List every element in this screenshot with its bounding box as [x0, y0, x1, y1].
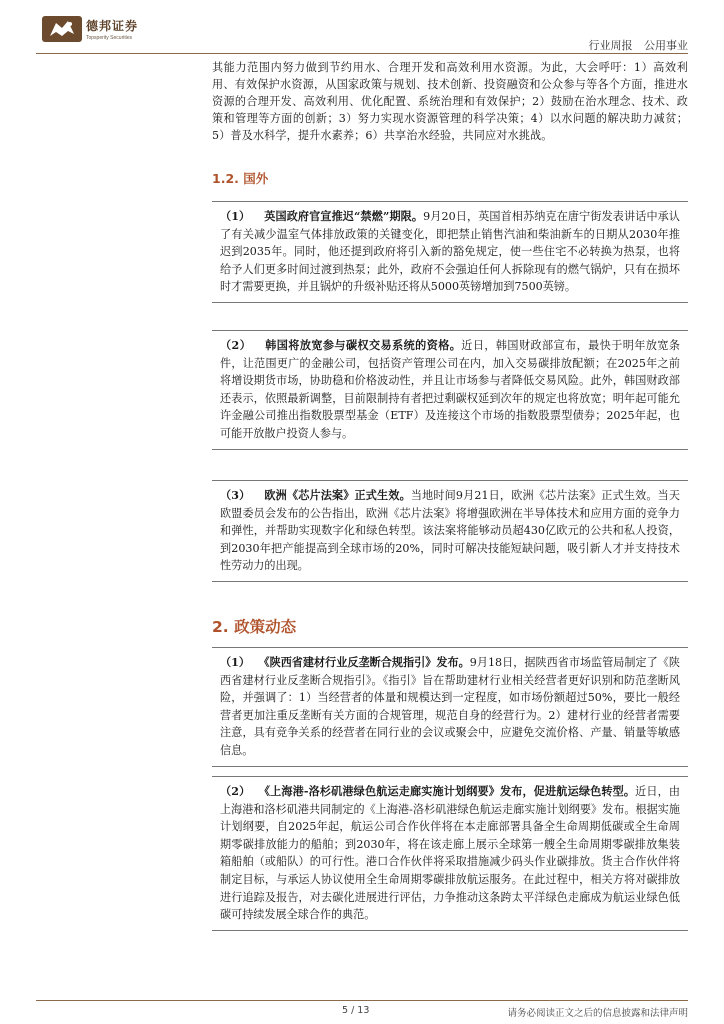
company-logo-icon — [40, 14, 86, 44]
item-body: 9月20日，英国首相苏纳克在唐宁街发表讲话中承认了有关减少温室气体排放政策的关键变化，即把禁止销售汽油和柴油新车的日期从2030年推迟到2035年。同时，他还提到政府将引入新的豁免规定，使一些住宅不必转换为热泵，也将给予人们更多时间过渡到热泵；此外，政府不会强迫任何人拆除现有的燃气锅炉，只有在损坏时才需要更换，并且锅炉的升级补贴还将从5000英镑增加到7500英镑。 — [220, 210, 680, 294]
item-title: 英国政府官宣推迟“禁燃”期限。 — [264, 210, 424, 223]
page-header — [0, 0, 724, 56]
item-body: 当地时间9月21日，欧洲《芯片法案》正式生效。当天欧盟委员会发布的公告指出，欧洲《芯片法案》将增强欧洲在半导体技术和应用方面的竞争力和弹性，并帮助实现数字化和绿色转型。该法案将能够动员超430亿欧元的公共和私人投资，到2030年把产能提高到全球市场的20%，同时可解决技能短缺问题，吸引新人才并支持技术性劳动力的出现。 — [220, 489, 680, 573]
item-number: （3） — [220, 489, 251, 502]
item-body: 近日，韩国财政部宣布，最快于明年放宽条件，让范围更广的金融公司，包括资产管理公司在内，加入交易碳排放配额；在2025年之前将增设期货市场，协助稳和价格波动性，并且让市场参与者降低交易风险。此外，韩国财政部还表示，依照最新调整，目前限制持有者把过剩碳权延到次年的规定也将放宽；明年起可能允许金融公司推出指数股票型基金（ETF）及连接这个市场的指数股票型债券；2025年起，也可能开放散户投资人参与。 — [220, 339, 680, 440]
news-item-1 — [212, 201, 688, 303]
policy-item-2 — [212, 776, 688, 931]
page-number: 5 / 13 — [342, 1005, 370, 1016]
policy-item-1 — [212, 647, 688, 767]
item-number: （2） — [220, 339, 252, 352]
intro-paragraph: 其能力范围内努力做到节约用水、合理开发和高效利用水资源。为此，大会呼吁：1）高效利用、有效保护水资源，从国家政策与规划、技术创新、投资融资和公众参与等各个方面，推进水资源的合理开发、高效利用、优化配置、系统治理和有效保护；2）鼓励在治水理念、技术、政策和管理等方面的创新；3）努力实现水资源管理的科学决策；4）以水问题的解决助力减贫；5）普及水科学，提升水素养；6）共享治水经验，共同应对水挑战。 — [212, 61, 688, 142]
logo-text — [86, 17, 138, 41]
page-footer — [0, 1000, 724, 1024]
item-number: （1） — [220, 656, 250, 669]
section-heading-1-2: 1.2. 国外 — [212, 171, 269, 186]
header-tags — [581, 37, 689, 53]
section-heading-2: 2. 政策动态 — [212, 618, 297, 636]
logo-name-cn: 德邦证券 — [86, 19, 139, 33]
item-number: （1） — [220, 210, 251, 223]
legal-disclaimer: 请务必阅读正文之后的信息披露和法律声明 — [507, 1008, 688, 1019]
industry-label: 公用事业 — [644, 39, 688, 52]
report-type-label: 行业周报 — [588, 39, 633, 52]
item-body: 近日，由上海港和洛杉矶港共同制定的《上海港-洛杉矶港绿色航运走廊实施计划纲要》发布。根据实施计划纲要，自2025年起，航运公司合作伙伴将在本走廊部署具备全生命周期低碳或全生命周期零碳排放能力的船舶；到2030年，将在该走廊上展示全球第一艘全生命周期零碳排放集装箱船舶（或船队）的可行性。港口合作伙伴将采取措施减少码头作业碳排放。货主合作伙伴将制定目标，与承运人协议使用全生命周期零碳排放航运服务。在此过程中，相关方将对碳排放进行追踪及报告，对去碳化进展进行评估，力争推动这条跨太平洋绿色走廊成为航运业绿色低碳可持续发展全球合作的典范。 — [220, 785, 680, 922]
item-title: 《上海港-洛杉矶港绿色航运走廊实施计划纲要》发布，促进航运绿色转型。 — [264, 785, 636, 798]
item-body: 9月18日，据陕西省市场监管局制定了《陕西省建材行业反垄断合规指引》。《指引》旨在帮助建材行业相关经营者更好识别和防范垄断风险，并强调了：1）当经营者的体量和规模达到一定程度，如市场份额超过50%，要比一般经营者更加注重反垄断有关方面的合规管理，规范自身的经营行为。2）建材行业的经营者需要注意，具有竞争关系的经营者在同行业的会议或聚会中，应避免交流价格、产量、销量等敏感信息。 — [220, 656, 680, 757]
item-title: 欧洲《芯片法案》正式生效。 — [264, 489, 411, 502]
news-item-3 — [212, 480, 688, 582]
item-title: 《陕西省建材行业反垄断合规指引》发布。 — [264, 656, 470, 669]
footer-divider — [36, 1000, 688, 1001]
news-item-2 — [212, 330, 688, 450]
logo-name-en: Topsperity Securities — [86, 35, 133, 41]
header-divider — [36, 53, 688, 54]
intro-block — [212, 59, 688, 144]
item-number: （2） — [220, 785, 251, 798]
item-title: 韩国将放宽参与碳权交易系统的资格。 — [265, 339, 462, 352]
